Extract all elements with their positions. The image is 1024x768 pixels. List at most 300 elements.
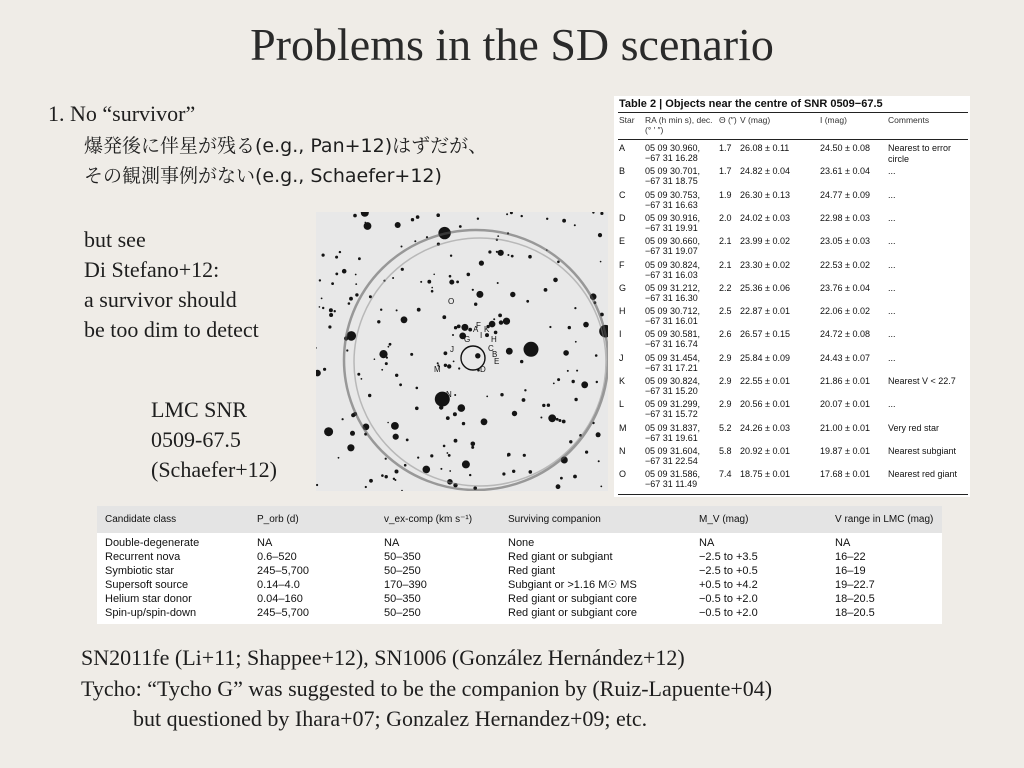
bottom-line-3: but questioned by Ihara+07; Gonzalez Hernandez+09; etc.	[133, 706, 648, 731]
table-cell-star: E	[619, 236, 626, 247]
table-cell-v: 18.75 ± 0.01	[740, 469, 790, 480]
star-dot	[323, 368, 326, 371]
bottom-line-1: SN2011fe (Li+11; Shappee+12), SN1006 (González Hernández+12)	[81, 645, 685, 670]
star-dot	[477, 218, 479, 220]
star-dot	[335, 256, 338, 259]
table-row	[97, 578, 942, 592]
star-dot	[469, 474, 471, 476]
star-dot	[452, 334, 454, 336]
table-row	[614, 281, 970, 304]
star-dot	[369, 479, 373, 483]
table-cell-comment: ...	[888, 306, 896, 317]
star-dot	[319, 306, 321, 308]
table-row	[97, 536, 942, 550]
table-cell-star: J	[619, 352, 624, 363]
table-cell-comment: Very red star	[888, 422, 940, 433]
star-dot	[404, 464, 407, 467]
table-cell-theta: 1.7	[719, 166, 732, 177]
table-cell-dec: −67 31 16.63	[645, 199, 698, 210]
star-label: K	[484, 325, 490, 334]
table-cell-dec: −67 31 22.54	[645, 455, 698, 466]
star-dot	[581, 381, 588, 388]
star-dot	[364, 222, 372, 230]
table-row	[614, 374, 970, 397]
table-cell-comment: Nearest V < 22.7	[888, 376, 956, 386]
table-cell: NA	[835, 537, 851, 549]
star-dot	[440, 229, 444, 233]
lmc-label-line-2: 0509-67.5	[151, 427, 241, 452]
table-cell-theta: 5.8	[719, 445, 732, 456]
table-cell-dec: −67 31 11.49	[645, 479, 698, 490]
star-dot	[316, 484, 318, 486]
bottom-line-2: Tycho: “Tycho G” was suggested to be the companion by (Ruiz-Lapuente+04)	[81, 676, 773, 701]
star-dot	[548, 414, 556, 422]
star-dot	[458, 367, 460, 369]
table-cell-v: 23.30 ± 0.02	[740, 259, 790, 270]
star-dot	[449, 280, 454, 285]
table-cell-i: 24.50 ± 0.08	[820, 143, 870, 153]
star-dot	[415, 407, 419, 411]
star-dot	[355, 274, 357, 276]
star-dot	[496, 251, 498, 253]
star-dot	[440, 468, 442, 470]
star-dot	[321, 298, 323, 300]
table-cell: NA	[699, 537, 715, 549]
star-dot	[389, 343, 392, 346]
table-cell-dec: −67 31 15.20	[645, 386, 698, 396]
star-dot	[574, 224, 576, 226]
star-label: F	[476, 321, 481, 330]
star-dot	[528, 255, 532, 259]
snr-star-field-image	[316, 212, 608, 491]
table-cell-i: 19.87 ± 0.01	[820, 445, 870, 456]
table-cell: Helium star donor	[105, 593, 192, 605]
table-cell: NA	[257, 537, 273, 549]
table-cell-dec: −67 31 19.61	[645, 432, 698, 443]
table-row	[614, 351, 970, 374]
star-dot	[494, 331, 498, 335]
star-dot	[521, 215, 523, 217]
star-dot	[395, 222, 401, 228]
table-header-v: V (mag)	[740, 115, 771, 125]
star-dot	[553, 278, 558, 283]
star-dot	[348, 302, 351, 305]
star-dot	[454, 439, 458, 443]
table-cell-star: C	[619, 189, 626, 200]
star-dot	[458, 404, 466, 412]
star-dot	[417, 457, 419, 459]
table-cell: Red giant or subgiant	[508, 551, 613, 563]
table-cell-ra: 05 09 31.212,	[645, 282, 701, 293]
star-dot	[420, 281, 422, 283]
table-cell-theta: 2.5	[719, 306, 732, 317]
star-dot	[567, 370, 569, 372]
table-cell-v: 25.84 ± 0.09	[740, 352, 790, 363]
table-header-i: I (mag)	[820, 115, 847, 125]
table-cell-ra: 05 09 30.581,	[645, 329, 701, 340]
table-cell-star: O	[619, 469, 627, 480]
table-cell-dec: −67 31 16.03	[645, 269, 698, 280]
star-dot	[520, 360, 523, 363]
star-dot	[500, 393, 503, 396]
star-dot	[472, 289, 474, 291]
table-caption: Table 2 | Objects near the centre of SNR 0509−67.5	[619, 98, 883, 110]
table-cell-ra: 05 09 30.824,	[645, 259, 701, 270]
table-cell: 50–350	[384, 551, 421, 563]
table-cell-i: 23.05 ± 0.03	[820, 236, 870, 247]
star-dot	[392, 277, 394, 279]
table-cell-v: 26.30 ± 0.13	[740, 189, 790, 200]
table-cell-comment: Nearest red giant	[888, 469, 958, 480]
table-cell: 0.14–4.0	[257, 579, 300, 591]
star-dot	[449, 275, 452, 278]
star-dot	[448, 454, 451, 457]
table-cell: 18–20.5	[835, 607, 875, 619]
table-row	[614, 164, 970, 187]
star-dot	[547, 404, 550, 407]
star-dot	[442, 315, 446, 319]
table-cell-dec: −67 31 18.75	[645, 176, 698, 187]
star-dot	[499, 320, 503, 324]
star-dot	[406, 439, 409, 442]
table-row	[614, 421, 970, 444]
star-dot	[342, 269, 347, 274]
star-dot	[339, 251, 341, 253]
table-cell-i: 22.98 ± 0.03	[820, 212, 870, 223]
star-dot	[600, 486, 602, 488]
star-dot	[358, 257, 361, 260]
table-cell-dec: −67 31 19.07	[645, 246, 698, 257]
col-mv: M_V (mag)	[699, 514, 749, 525]
star-dot	[431, 287, 433, 289]
star-dot	[365, 222, 367, 224]
star-dot	[510, 292, 515, 297]
star-dot	[558, 419, 561, 422]
table-row	[614, 467, 970, 490]
star-dot	[574, 398, 577, 401]
table-cell-v: 24.02 ± 0.03	[740, 212, 790, 223]
star-dot	[381, 369, 383, 371]
table-cell-ra: 05 09 31.604,	[645, 445, 701, 456]
table-cell-comment: ...	[888, 399, 896, 410]
star-dot	[512, 470, 515, 473]
table-header-ra-dec: RA (h min s), dec. (° ′ ″)	[645, 115, 713, 135]
table-cell-i: 24.43 ± 0.07	[820, 352, 870, 363]
star-dot	[474, 303, 477, 306]
star-dot	[502, 472, 505, 475]
table-cell-comment: Nearest to error circle	[888, 143, 952, 164]
star-dot	[489, 321, 496, 328]
star-dot	[380, 309, 382, 311]
table-cell-star: D	[619, 212, 626, 223]
table-row	[614, 327, 970, 350]
star-dot	[595, 354, 598, 357]
table-cell-theta: 2.2	[719, 282, 732, 293]
star-dot	[471, 446, 474, 449]
star-dot	[322, 307, 324, 309]
lmc-label-line-3: (Schaefer+12)	[151, 457, 278, 482]
table-cell-v: 20.92 ± 0.01	[740, 445, 790, 456]
table-cell-v: 26.08 ± 0.11	[740, 143, 790, 153]
table-cell-star: N	[619, 445, 626, 456]
table-row	[614, 258, 970, 281]
star-dot	[462, 460, 470, 468]
table-cell-ra: 05 09 31.586,	[645, 469, 701, 480]
table-cell: Red giant or subgiant core	[508, 593, 638, 605]
star-dot	[357, 373, 360, 376]
table-cell: Red giant	[508, 565, 556, 577]
star-dot	[410, 353, 413, 356]
star-dot	[416, 387, 419, 390]
star-dot	[507, 254, 509, 256]
table-cell-star: G	[619, 282, 627, 293]
star-dot	[319, 279, 321, 281]
star-dot	[493, 318, 495, 320]
star-dot	[568, 326, 571, 329]
table-cell-v: 24.82 ± 0.04	[740, 166, 790, 177]
survivor-note-line-2: be too dim to detect	[84, 317, 259, 342]
star-dot	[574, 307, 576, 309]
star-dot	[353, 214, 357, 218]
star-label: J	[450, 345, 454, 354]
table-cell-ra: 05 09 31.299,	[645, 399, 701, 410]
table-row	[97, 564, 942, 578]
star-dot	[393, 434, 399, 440]
table-cell: −0.5 to +2.0	[699, 593, 758, 605]
table-cell-comment: ...	[888, 236, 896, 247]
star-dot	[523, 454, 526, 457]
table-cell-v: 25.36 ± 0.06	[740, 282, 790, 293]
table-cell-star: H	[619, 306, 626, 317]
star-dot	[540, 417, 542, 419]
table-cell: Red giant or subgiant core	[508, 607, 638, 619]
table-cell-i: 21.86 ± 0.01	[820, 376, 870, 386]
table-cell-star: F	[619, 259, 625, 270]
table-cell-theta: 2.1	[719, 259, 732, 270]
table-cell: Recurrent nova	[105, 551, 181, 563]
star-dot	[471, 442, 476, 447]
star-dot	[461, 324, 468, 331]
table-cell-comment: ...	[888, 282, 896, 293]
star-dot	[334, 310, 336, 312]
table-cell-i: 24.77 ± 0.09	[820, 189, 870, 200]
table-cell-i: 24.72 ± 0.08	[820, 329, 870, 340]
table-cell: Spin-up/spin-down	[105, 607, 197, 619]
star-dot	[522, 398, 526, 402]
star-dot	[346, 349, 348, 351]
table-cell-theta: 2.0	[719, 212, 732, 223]
star-dot	[503, 318, 510, 325]
col-candidate-class: Candidate class	[105, 514, 177, 525]
star-dot	[459, 225, 462, 228]
table-cell-dec: −67 31 16.30	[645, 292, 698, 303]
table-cell-ra: 05 09 30.960,	[645, 143, 701, 153]
star-dot	[443, 445, 446, 448]
star-dot	[331, 282, 334, 285]
table-cell-comment: ...	[888, 329, 896, 340]
star-dot	[498, 250, 504, 256]
star-dot	[379, 350, 387, 358]
star-dot	[381, 474, 384, 477]
table-cell: Supersoft source	[105, 579, 189, 591]
star-dot	[562, 219, 566, 223]
star-dot	[596, 432, 601, 437]
star-dot	[444, 351, 448, 355]
star-dot	[529, 470, 533, 474]
star-label: M	[434, 365, 441, 374]
table-cell-v: 26.57 ± 0.15	[740, 329, 790, 340]
star-dot	[583, 322, 589, 328]
table-rule	[618, 112, 968, 113]
star-dot	[396, 309, 398, 311]
star-dot	[549, 326, 551, 328]
star-dot	[401, 316, 408, 323]
star-dot	[457, 325, 461, 329]
table-cell-ra: 05 09 30.916,	[645, 212, 701, 223]
star-dot	[391, 422, 399, 430]
star-dot	[488, 250, 491, 253]
star-dot	[557, 261, 560, 264]
table-cell: 50–250	[384, 607, 421, 619]
table-cell-star: L	[619, 399, 625, 410]
star-dot	[374, 358, 376, 360]
table-cell-comment: ...	[888, 259, 896, 270]
star-dot	[427, 280, 431, 284]
star-dot	[557, 378, 560, 381]
table-cell-v: 22.55 ± 0.01	[740, 376, 790, 386]
star-label: G	[464, 335, 471, 344]
table-cell-comment: ...	[888, 189, 896, 200]
star-dot	[453, 361, 455, 363]
star-dot	[387, 422, 389, 424]
col-v-range: V range in LMC (mag)	[835, 514, 934, 525]
table-cell-dec: −67 31 15.72	[645, 409, 698, 420]
star-dot	[411, 218, 414, 221]
table-cell: Subgiant or >1.16 M☉ MS	[508, 579, 637, 591]
table-cell: −2.5 to +3.5	[699, 551, 758, 563]
star-dot	[506, 348, 513, 355]
table-cell-comment: ...	[888, 166, 896, 177]
table-cell-dec: −67 31 16.28	[645, 153, 698, 163]
star-dot	[322, 254, 325, 257]
table-cell-comment: Nearest subgiant	[888, 445, 957, 456]
star-dot	[454, 326, 457, 329]
table-cell-dec: −67 31 17.21	[645, 362, 698, 373]
star-dot	[542, 404, 545, 407]
star-dot	[479, 261, 484, 266]
japanese-line-2: その観測事例がない(e.g., Schaefer+12)	[84, 165, 442, 187]
table-row	[614, 234, 970, 257]
table-cell: 16–22	[835, 551, 866, 563]
star-dot	[335, 273, 338, 276]
table-row	[614, 188, 970, 211]
table-cell-theta: 2.9	[719, 399, 732, 410]
star-dot	[506, 213, 508, 215]
star-dot	[365, 486, 367, 488]
star-dot	[556, 418, 559, 421]
star-label: B	[492, 350, 498, 359]
star-dot	[350, 431, 355, 436]
table-cell-theta: 7.4	[719, 469, 732, 480]
table-row	[614, 141, 970, 164]
star-dot	[512, 411, 517, 416]
star-dot	[355, 293, 358, 296]
table-cell: 50–250	[384, 565, 421, 577]
table-cell-star: A	[619, 143, 626, 153]
star-dot	[385, 475, 388, 478]
di-stefano-citation: Di Stefano+12:	[84, 257, 220, 282]
star-dot	[329, 313, 333, 317]
table-header-row	[97, 506, 942, 533]
table-cell-v: 20.56 ± 0.01	[740, 399, 790, 410]
star-dot	[377, 320, 380, 323]
star-label: H	[491, 335, 497, 344]
table-cell-ra: 05 09 30.753,	[645, 189, 701, 200]
table-row	[97, 606, 942, 620]
star-dot	[388, 346, 390, 348]
table-cell: −2.5 to +0.5	[699, 565, 758, 577]
table-row	[614, 397, 970, 420]
star-dot	[475, 353, 480, 358]
table-cell: 0.04–160	[257, 593, 303, 605]
star-dot	[507, 455, 509, 457]
star-dot	[437, 362, 439, 364]
table-cell-comment: ...	[888, 352, 896, 363]
star-dot	[329, 308, 333, 312]
star-dot	[433, 274, 435, 276]
star-label: C	[488, 344, 494, 353]
star-label: D	[480, 365, 486, 374]
table-cell: 245–5,700	[257, 607, 309, 619]
star-dot	[498, 314, 502, 318]
table-cell-dec: −67 31 19.91	[645, 222, 698, 233]
but-see-text: but see	[84, 227, 146, 252]
star-dot	[436, 213, 440, 217]
table-cell-star: M	[619, 422, 627, 433]
table-cell-dec: −67 31 16.74	[645, 339, 698, 350]
star-dot	[338, 457, 340, 459]
table-cell-ra: 05 09 30.824,	[645, 376, 701, 386]
star-dot	[401, 246, 403, 248]
lmc-label-line-1: LMC SNR	[151, 397, 247, 422]
star-dot	[449, 470, 451, 472]
star-dot	[349, 297, 353, 301]
star-dot	[524, 389, 526, 391]
table-cell-i: 20.07 ± 0.01	[820, 399, 870, 410]
star-dot	[526, 300, 529, 303]
table-cell-ra: 05 09 30.660,	[645, 236, 701, 247]
star-dot	[447, 452, 449, 454]
star-dot	[417, 308, 421, 312]
table-cell-i: 22.06 ± 0.02	[820, 306, 870, 317]
star-label: E	[494, 357, 500, 366]
star-dot	[546, 218, 548, 220]
table-cell: NA	[384, 537, 400, 549]
table-cell-ra: 05 09 31.454,	[645, 352, 701, 363]
table-header-comments: Comments	[888, 115, 930, 125]
star-dot	[439, 405, 443, 409]
table-candidate-classes	[97, 506, 942, 624]
star-dot	[598, 233, 602, 237]
star-dot	[467, 273, 471, 277]
star-dot	[399, 383, 402, 386]
star-dot	[553, 383, 555, 385]
table-row	[97, 550, 942, 564]
star-dot	[585, 451, 588, 454]
table-cell: 18–20.5	[835, 593, 875, 605]
star-dot	[414, 240, 416, 242]
star-dot	[347, 444, 354, 451]
